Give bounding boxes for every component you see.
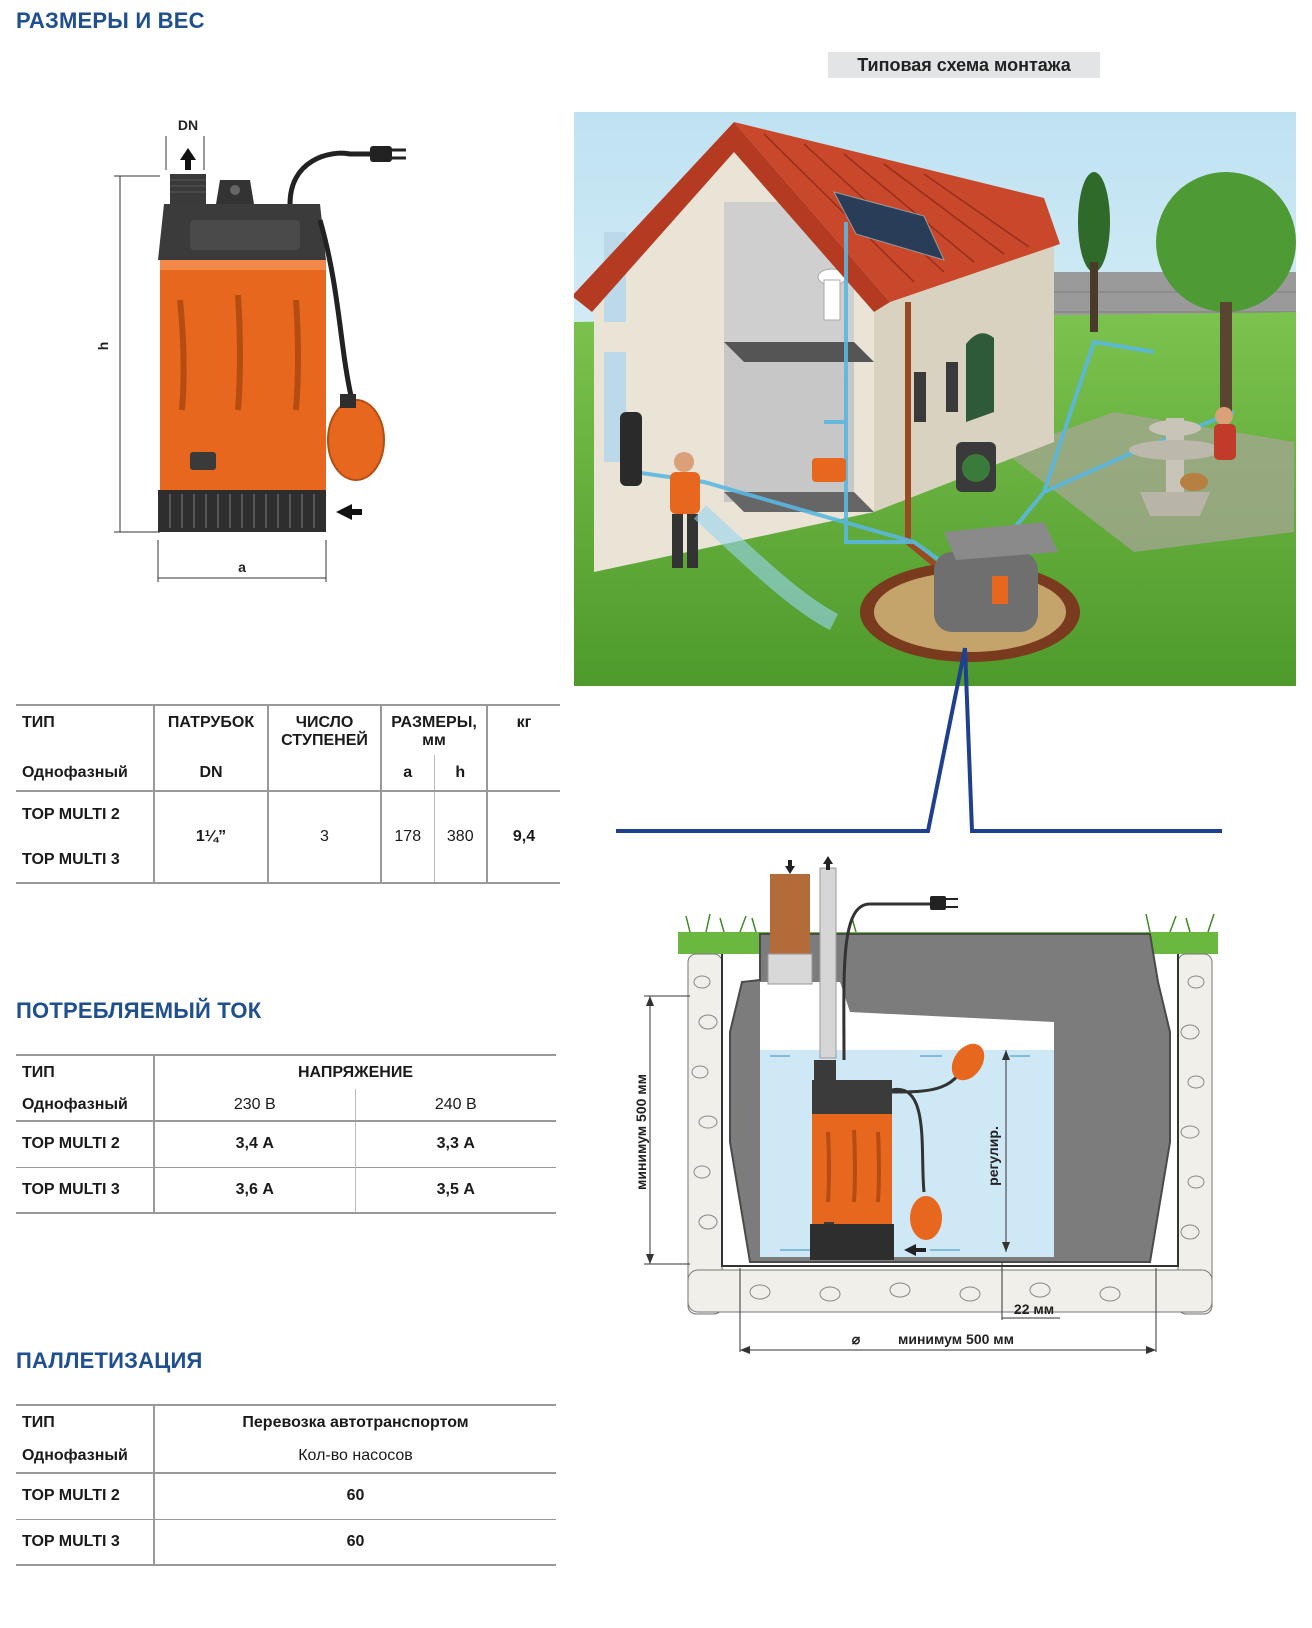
- inflow-arrow-icon: [785, 860, 795, 874]
- pallet-header-phase: Однофазный: [16, 1439, 154, 1473]
- current-header-voltage: НАПРЯЖЕНИЕ: [297, 1063, 414, 1081]
- fountain: [1129, 440, 1221, 460]
- regul-label: регулир.: [985, 1126, 1001, 1186]
- min-height-label: минимум 500 мм: [633, 1073, 649, 1191]
- pallet-header-transport: Перевозка автотранспортом: [242, 1413, 469, 1431]
- tree: [1156, 172, 1296, 312]
- current-table: [16, 1054, 556, 1214]
- header-nozzle: ПАТРУБОК: [154, 705, 268, 755]
- voltage-240: 240 В: [434, 1095, 477, 1113]
- header-stages: [268, 705, 381, 791]
- subheader-phase: Однофазный: [16, 755, 154, 791]
- header-size-line2: мм: [422, 732, 446, 749]
- current-value: 3,4 А: [154, 1121, 355, 1167]
- header-stages-line1: ЧИСЛО: [295, 714, 354, 731]
- header-size-line1: РАЗМЕРЫ,: [391, 714, 477, 731]
- outlet-arrow-icon: [180, 148, 196, 170]
- min-diameter-label: минимум 500 мм: [897, 1331, 1015, 1347]
- pallet-value: 60: [346, 1487, 365, 1505]
- dimensions-table: [16, 704, 560, 884]
- plug-icon-2: [930, 896, 946, 910]
- nozzle-value: 1¼”: [154, 791, 268, 883]
- dn-label: DN: [177, 117, 199, 133]
- section-title-current: ПОТРЕБЛЯЕМЫЙ ТОК: [16, 998, 262, 1023]
- subheader-dn: DN: [154, 755, 268, 791]
- current-header-phase: Однофазный: [16, 1089, 154, 1121]
- callout-lines: [610, 640, 1230, 840]
- h-label: h: [95, 341, 111, 351]
- plug-icon: [370, 146, 392, 162]
- tank-section-diagram: [630, 852, 1270, 1372]
- a-label: a: [238, 559, 246, 575]
- dims-row-model: TOP MULTI 2: [16, 791, 154, 837]
- current-value: 3,3 А: [436, 1135, 475, 1153]
- installation-illustration: [574, 112, 1296, 686]
- inlet-pipe: [770, 874, 810, 956]
- float-switch: [328, 400, 384, 480]
- pallet-header-qty: Кол-во насосов: [298, 1446, 413, 1464]
- current-value: 3,6 А: [154, 1167, 355, 1213]
- pallet-row-model: TOP MULTI 2: [16, 1473, 154, 1519]
- stages-value: 3: [268, 791, 381, 883]
- install-caption: Типовая схема монтажа: [828, 52, 1100, 78]
- outlet-pipe: [820, 868, 836, 1058]
- pallet-header-type: ТИП: [16, 1405, 154, 1439]
- water: [760, 1050, 1054, 1257]
- current-row-model: TOP MULTI 2: [16, 1121, 154, 1167]
- pump-dimension-drawing: [90, 110, 420, 590]
- kg-value: 9,4: [512, 828, 536, 845]
- h-value: 380: [434, 791, 487, 883]
- diameter-symbol: ⌀: [851, 1331, 861, 1347]
- current-value: 3,5 А: [436, 1180, 475, 1198]
- inlet-arrow-icon: [336, 504, 362, 520]
- person-with-hose: [670, 472, 700, 514]
- pallet-value: 60: [346, 1532, 365, 1550]
- subheader-h: h: [434, 755, 487, 791]
- header-stages-line2: СТУПЕНЕЙ: [281, 732, 368, 749]
- section-title-pallet: ПАЛЛЕТИЗАЦИЯ: [16, 1348, 203, 1373]
- header-size: [381, 705, 487, 755]
- section-title-dimensions: РАЗМЕРЫ И ВЕС: [16, 8, 205, 33]
- voltage-230: 230 В: [154, 1089, 355, 1121]
- gap-label: 22 мм: [1013, 1301, 1055, 1317]
- a-value: 178: [381, 791, 434, 883]
- header-kg: кг: [516, 714, 532, 731]
- header-type: ТИП: [16, 705, 154, 755]
- current-header-type: ТИП: [16, 1055, 154, 1089]
- subheader-a: a: [381, 755, 434, 791]
- rain-tank: [934, 552, 1038, 632]
- dims-row-model: TOP MULTI 3: [16, 837, 154, 883]
- current-row-model: TOP MULTI 3: [16, 1167, 154, 1213]
- pallet-row-model: TOP MULTI 3: [16, 1519, 154, 1565]
- pallet-table: [16, 1404, 556, 1566]
